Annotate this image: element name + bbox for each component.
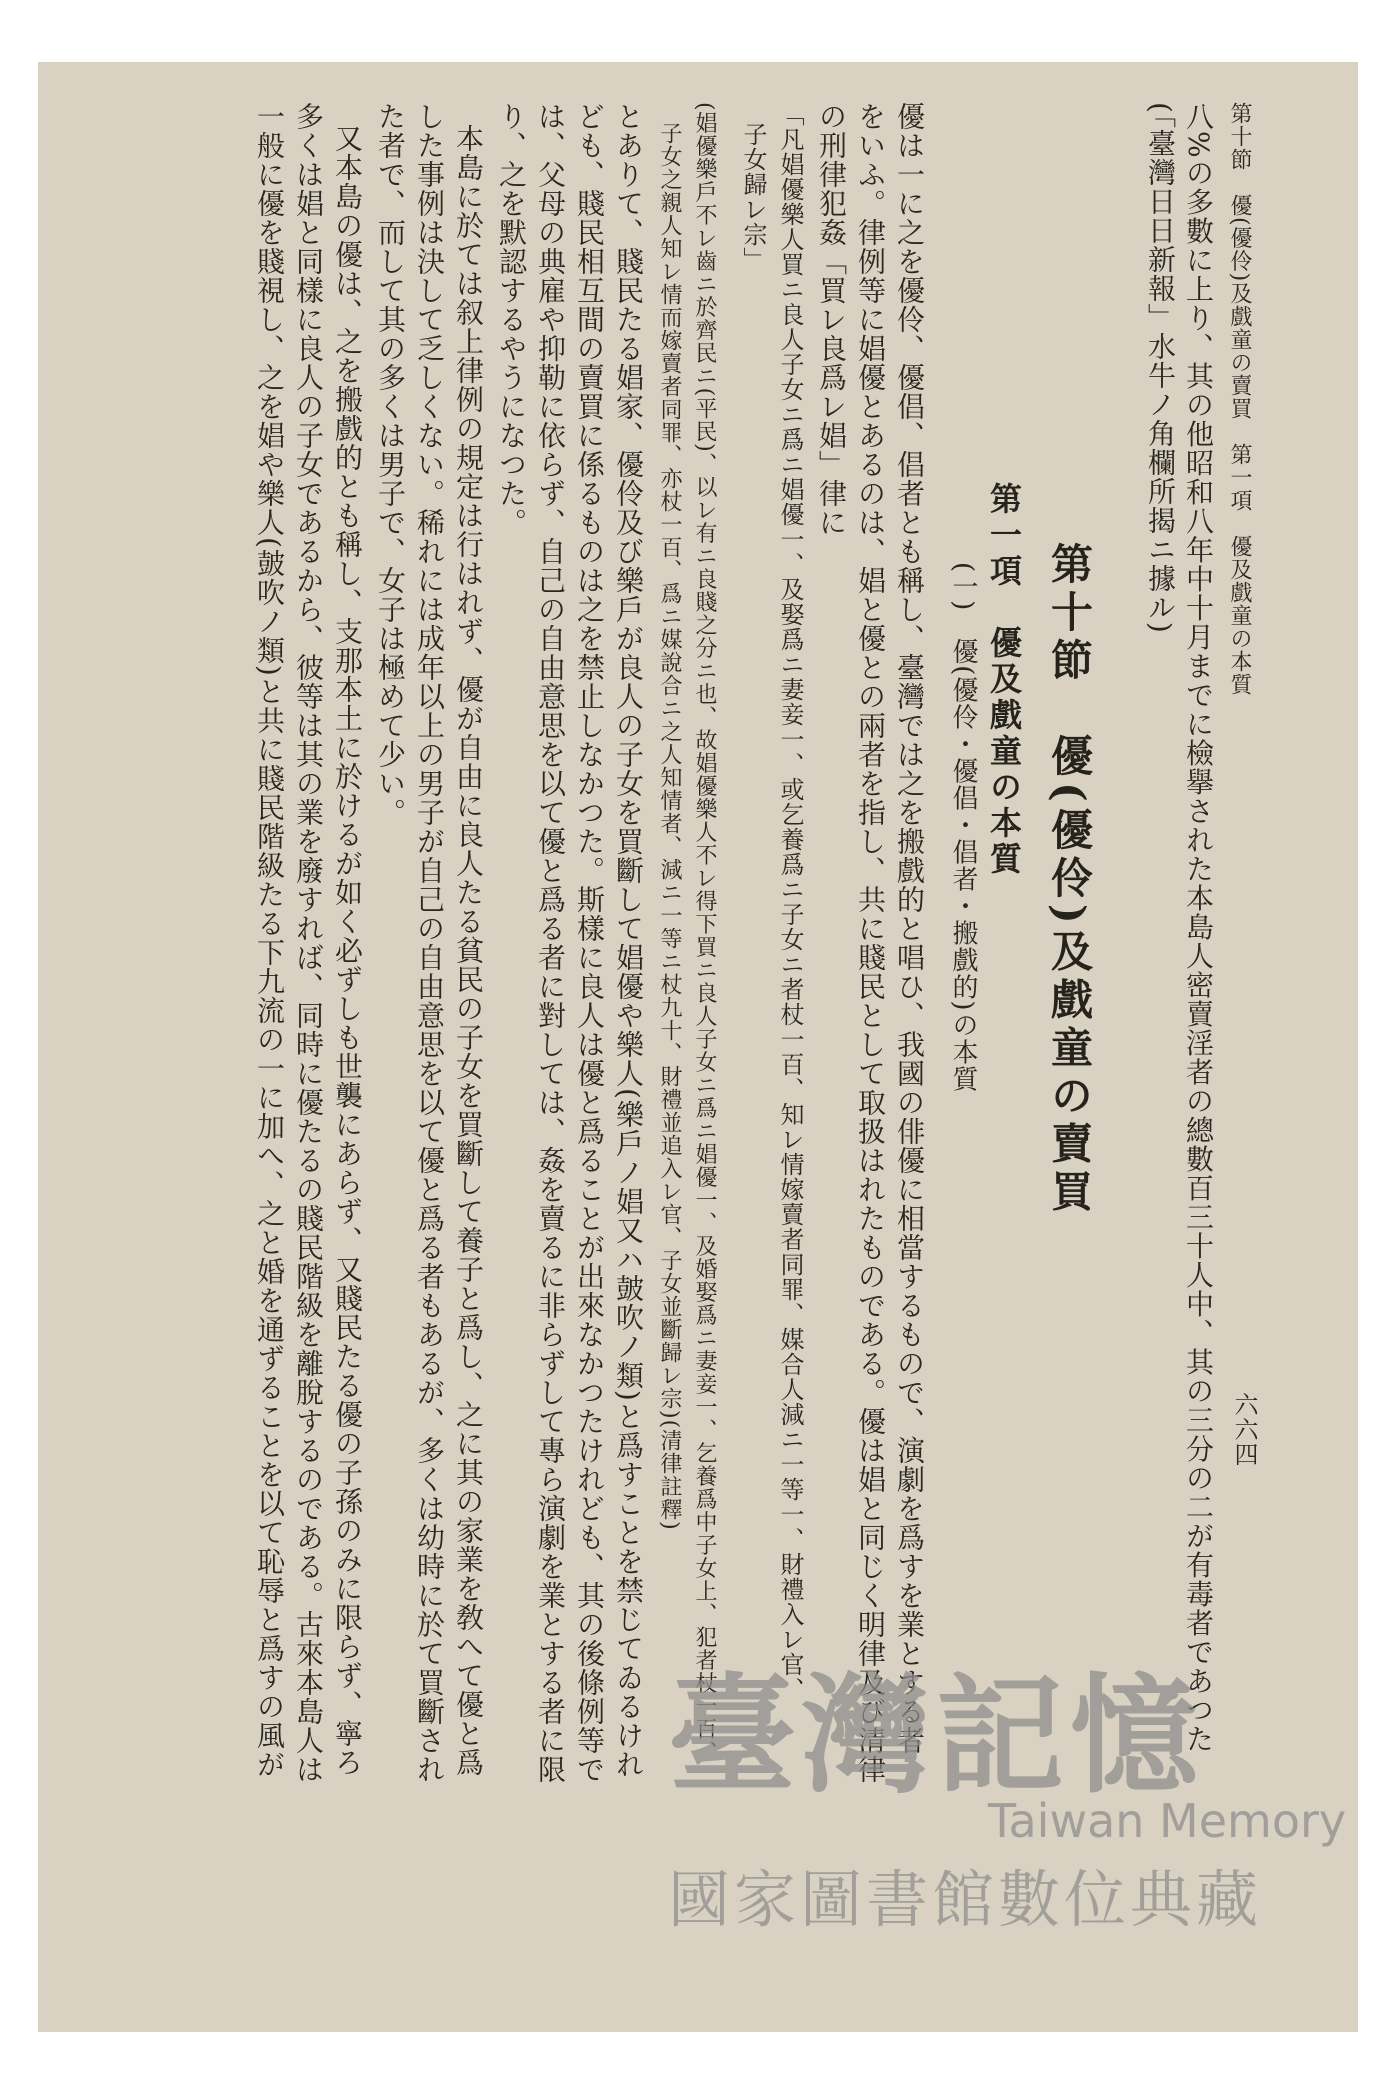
body-line: した事例は決して乏しくない。稀れには成年以上の男子が自己の自由意思を以て優と爲る者もあるが、多くは幼時に於て買斷され: [413, 102, 446, 1784]
intro-line-1: 八%の多數に上り、其の他昭和八年中十月までに檢擧された本島人密賣淫者の總數百三十人中、其の三分の二が有毒者であつた: [1182, 102, 1215, 1754]
body-line: は、父母の典雇や抑勒に依らず、自己の自由意思を以て優と爲る者に對しては、姦を賣るに非らずして專ら演劇を業とする者に限: [534, 102, 567, 1784]
body-line: 本島に於ては叙上律例の規定は行はれず、優が自由に良人たる貧民の子女を買斷して養子と爲し、之に其の家業を敎へて優と爲: [452, 124, 485, 1777]
subsection-item-heading: (一) 優(優伶・優倡・倡者・搬戲的)の本質: [948, 562, 978, 1093]
body-line: の刑律犯姦「買レ良爲レ娼」律に: [815, 102, 848, 537]
watermark-logo-text: 臺灣記憶: [668, 1661, 1205, 1811]
statute-quote-line: 「凡娼優樂人買ニ良人子女ニ爲ニ娼優一、及娶爲ニ妻妾一、或乞養爲ニ子女ニ者杖一百、知レ情嫁賣者同罪、媒合人減ニ一等一、財禮入レ官、: [776, 102, 804, 1702]
body-line: ども、賤民相互間の賣買に係るものは之を禁止しなかつた。斯樣に良人は優と爲ることが出來なかつたけれども、其の後條例等で: [573, 102, 606, 1784]
body-line: 一般に優を賤視し、之を娼や樂人(皷吹ノ類)と共に賤民階級たる下九流の一に加へ、之と婚を通ずることを以て恥辱と爲すの風が: [253, 102, 286, 1779]
watermark-subtitle: 國家圖書館數位典藏: [668, 1863, 1263, 1936]
page-number: 六六四: [1230, 1392, 1258, 1467]
intro-line-2: (「臺灣日日新報」水牛ノ角欄所揭ニ據ル): [1144, 102, 1177, 634]
book-page: [38, 62, 1358, 2032]
subsection-title: 第一項 優及戲童の本質: [985, 482, 1023, 878]
running-header: 第十節 優(優伶)及戲童の賣買 第一項 優及戲童の本質: [1227, 102, 1252, 697]
body-line: 又本島の優は、之を搬戲的とも稱し、支那本土に於けるが如く必ずしも世襲にあらず、又賤民たる優の子孫のみに限らず、寧ろ: [331, 124, 364, 1777]
body-line: をいふ。律例等に娼優とあるのは、娼と優との兩者を指し、共に賤民として取扱はれたものである。優は娼と同じく明律及び清律: [854, 102, 887, 1784]
statute-quote-line: 子女歸レ宗」: [739, 122, 767, 272]
body-line: り、之を默認するやうになつた。: [495, 102, 528, 537]
body-line: た者で、而して其の多くは男子で、女子は極めて少い。: [374, 102, 407, 827]
watermark-english: Taiwan Memory: [988, 1794, 1347, 1848]
section-title: 第十節 優(優伶)及戲童の賣買: [1045, 542, 1094, 1218]
watermark: [668, 1661, 1358, 1939]
body-line: とありて、賤民たる娼家、優伶及び樂戶が良人の子女を買斷して娼優や樂人(樂戶ノ娼又ハ皷吹ノ類)と爲すことを禁じてゐるけれ: [612, 102, 645, 1779]
body-line: 優は一に之を優伶、優倡、倡者とも稱し、臺灣では之を搬戲的と唱ひ、我國の俳優に相當するもので、演劇を爲すを業とする者: [893, 102, 926, 1755]
body-line: 多くは娼と同樣に良人の子女であるから、彼等は其の業を廢すれば、同時に優たるの賤民階級を離脫するのである。古來本島人は: [292, 102, 325, 1784]
commentary-line: 子女之親人知レ情而嫁賣者同罪、亦杖一百、爲ニ媒說合ニ之人知情者、減ニ一等ニ杖九十、財禮並追入レ官、子女並斷歸レ宗)(清律註釋): [657, 122, 682, 1531]
commentary-line: (娼優樂戶不レ齒ニ於齊民ニ(平民)、以レ有ニ良賤之分ニ也、故娼優樂人不レ得下買ニ良人子女ニ爲ニ娼優一、及婚娶爲ニ妻妾一、乞養爲中子女上、犯者杖一百、: [692, 102, 717, 1764]
